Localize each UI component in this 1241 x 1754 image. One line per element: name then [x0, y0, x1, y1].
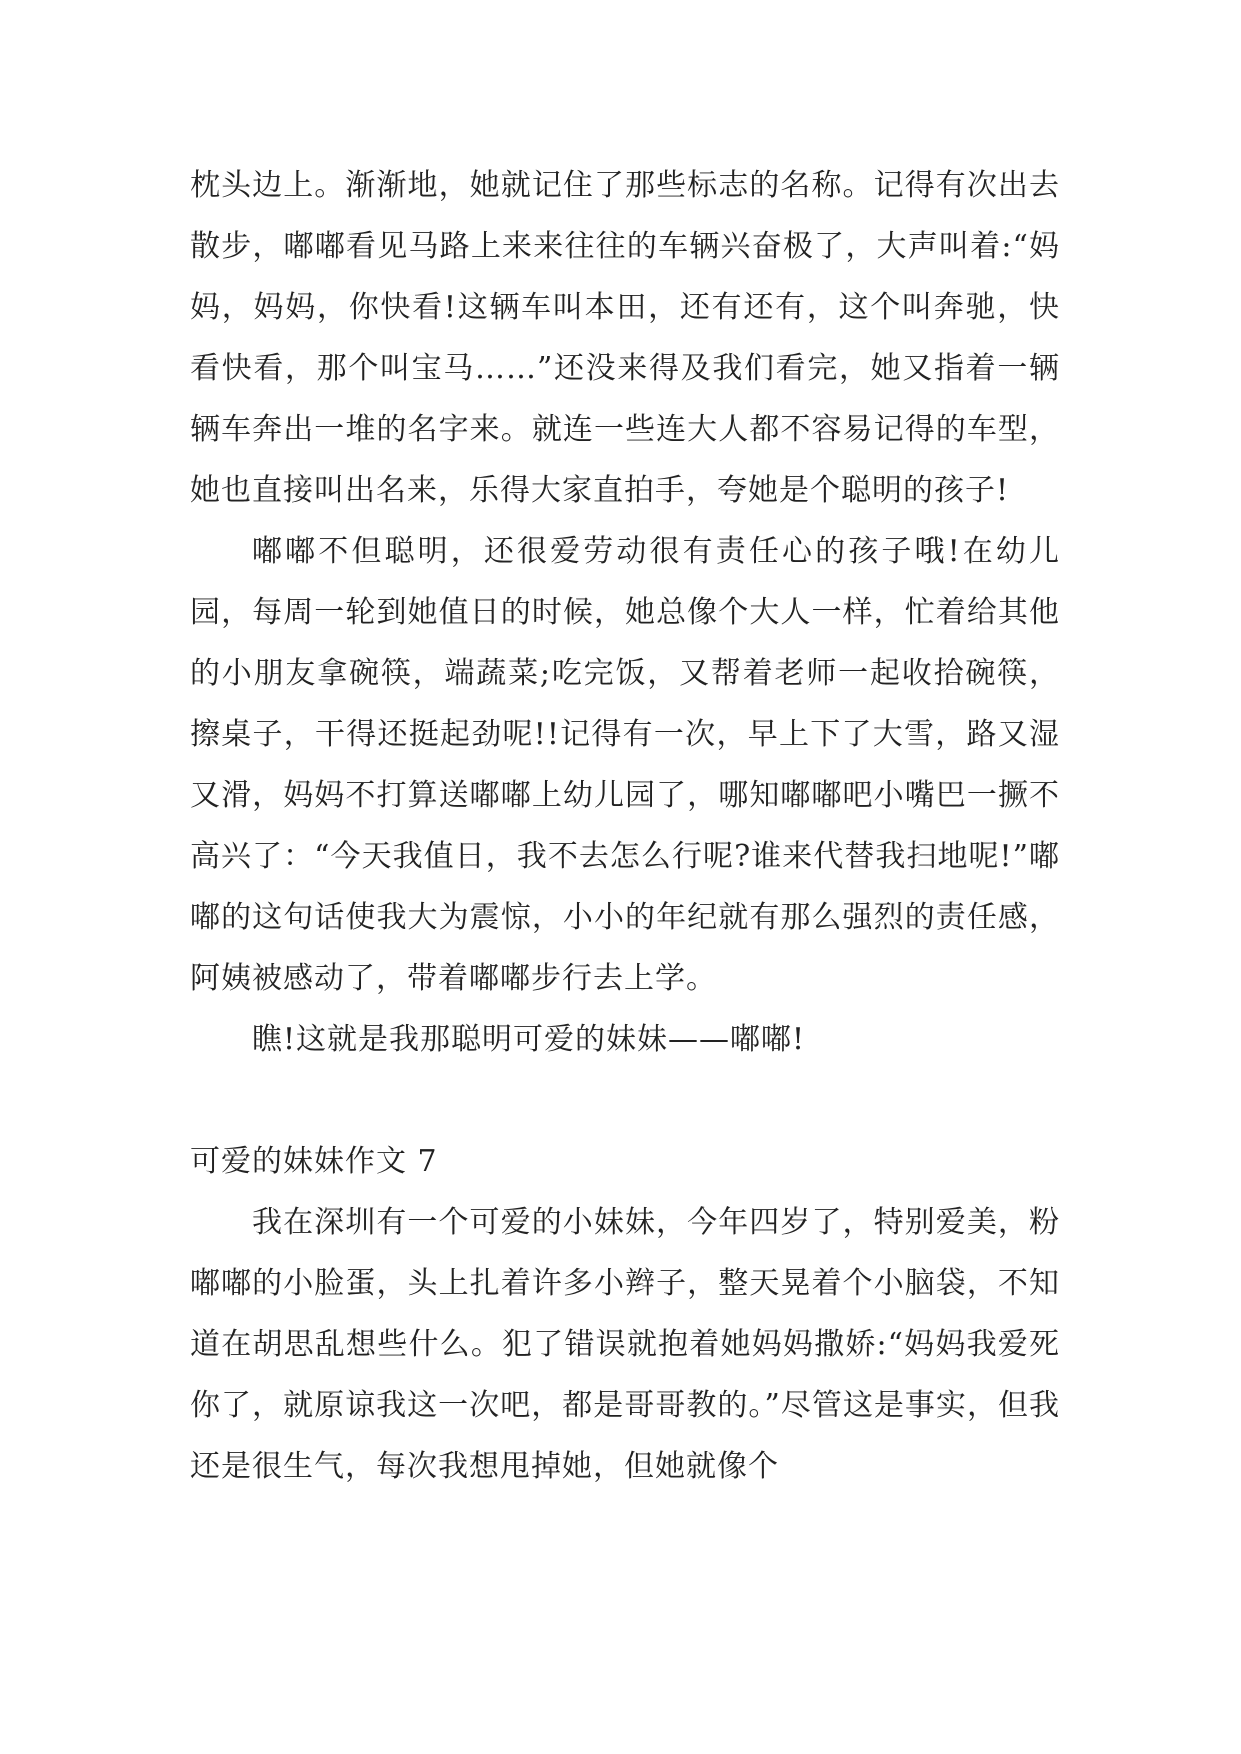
document-body — [190, 155, 1060, 1497]
paragraph-continuation: 枕头边上。渐渐地，她就记住了那些标志的名称。记得有次出去散步，嘟嘟看见马路上来来往往的车辆兴奋极了，大声叫着:“妈妈，妈妈，你快看!这辆车叫本田，还有还有，这个叫奔驰，快看快看，那个叫宝马……”还没来得及我们看完，她又指着一辆辆车奔出一堆的名字来。就连一些连大人都不容易记得的车型，她也直接叫出名来，乐得大家直拍手，夸她是个聪明的孩子! — [190, 168, 1060, 508]
section-title: 可爱的妹妹作文 7 — [190, 1144, 438, 1179]
paragraph-labor: 嘟嘟不但聪明，还很爱劳动很有责任心的孩子哦!在幼儿园，每周一轮到她值日的时候，她总像个大人一样，忙着给其他的小朋友拿碗筷，端蔬菜;吃完饭，又帮着老师一起收拾碗筷，擦桌子，干得还挺起劲呢!!记得有一次，早上下了大雪，路又湿又滑，妈妈不打算送嘟嘟上幼儿园了，哪知嘟嘟吧小嘴巴一撅不高兴了：“今天我值日，我不去怎么行呢?谁来代替我扫地呢!”嘟嘟的这句话使我大为震惊，小小的年纪就有那么强烈的责任感，阿姨被感动了，带着嘟嘟步行去上学。 — [190, 534, 1060, 996]
paragraph-intro: 我在深圳有一个可爱的小妹妹，今年四岁了，特别爱美，粉嘟嘟的小脸蛋，头上扎着许多小辫子，整天晃着个小脑袋，不知道在胡思乱想些什么。犯了错误就抱着她妈妈撒娇:“妈妈我爱死你了，就原谅我这一次吧，都是哥哥教的。”尽管这是事实，但我还是很生气，每次我想甩掉她，但她就像个 — [190, 1205, 1060, 1484]
paragraph-closing: 瞧!这就是我那聪明可爱的妹妹——嘟嘟! — [252, 1022, 806, 1057]
